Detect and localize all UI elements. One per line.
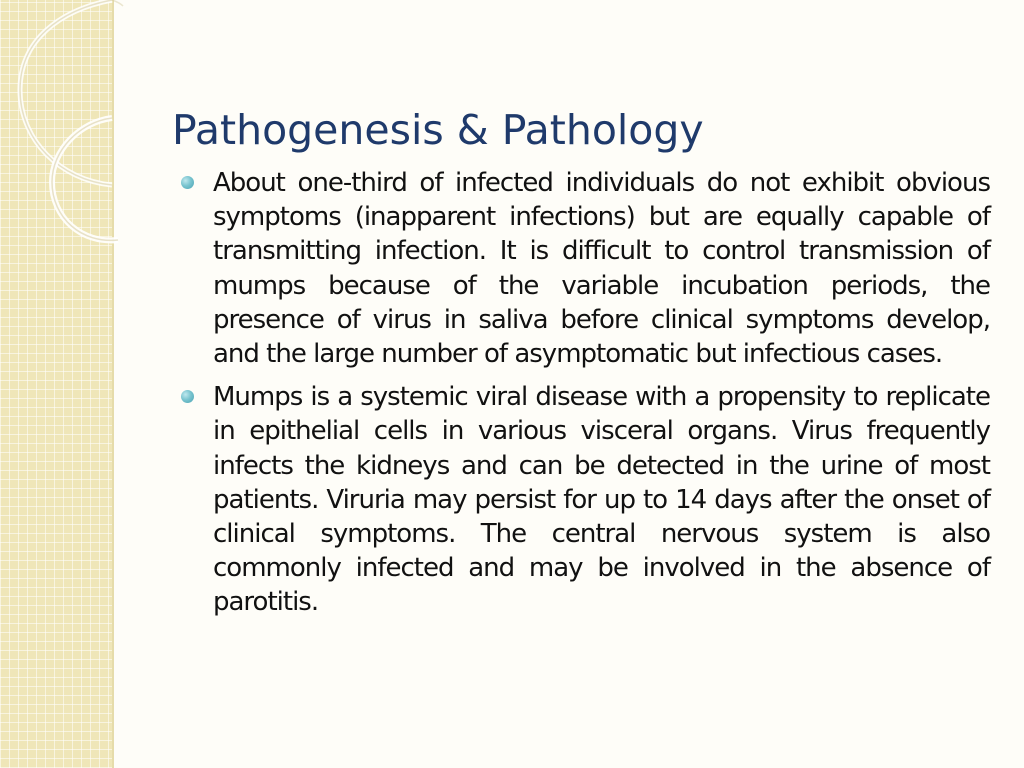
bullet-list: [178, 166, 990, 629]
decorative-rings: [0, 0, 200, 260]
bullet-text: About one-third of infected individuals do not exhibit obvious symptoms (inapparent infections) but are equally capable of transmitting infection. It is difficult to control transmission of mumps because of the variable incubation periods, the presence of virus in saliva before clinical symptoms develop, and the large number of asymptomatic but infectious cases.: [213, 168, 990, 370]
bullet-item: [178, 380, 990, 619]
slide-title: Pathogenesis & Pathology: [172, 106, 704, 154]
bullet-item: [178, 166, 990, 371]
bullet-dot-icon: [181, 390, 194, 403]
bullet-dot-icon: [181, 176, 194, 189]
bullet-text: Mumps is a systemic viral disease with a propensity to replicate in epithelial cells in various visceral organs. Virus frequently infects the kidneys and can be detected in the urine of most patients. Viruria may persist for up to 14 days after the onset of clinical symptoms. The central nervous system is also commonly infected and may be involved in the absence of parotitis.: [213, 382, 990, 618]
